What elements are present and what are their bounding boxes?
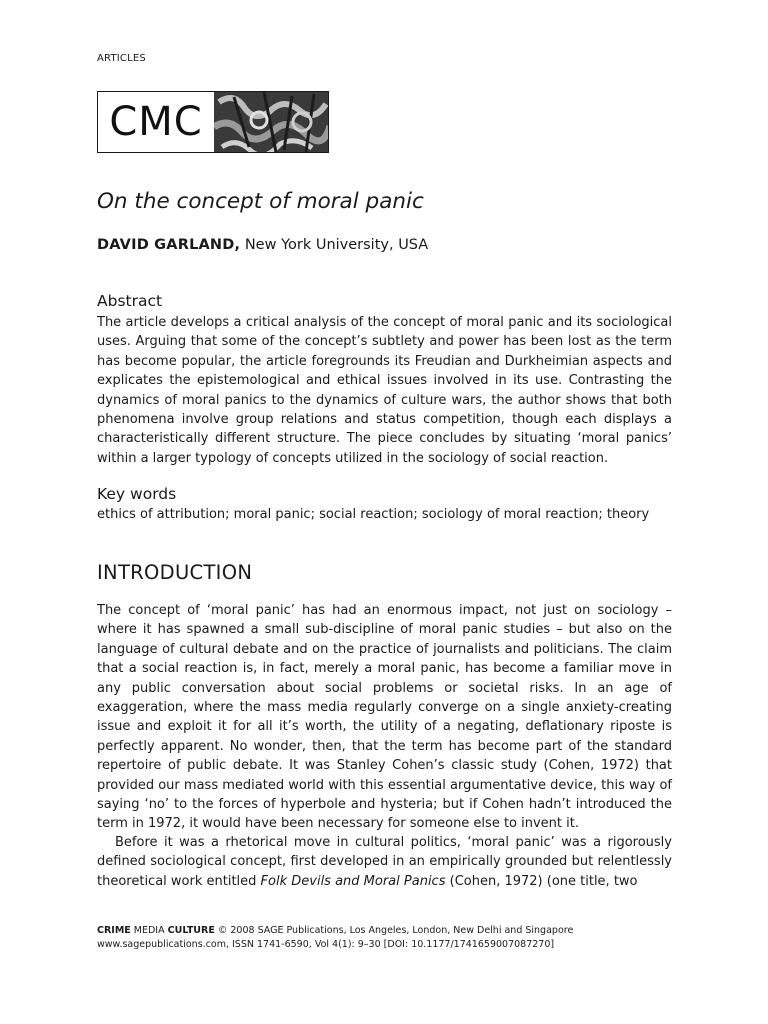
journal-name-media: MEDIA <box>133 925 165 936</box>
abstract-body: The article develops a critical analysis of the concept of moral panic and its sociological uses. Arguing that some of the concept’s subtlety and power has been lost as the term has become popular, the article foregrounds its Freudian and Durkheimian aspects and explicates the epistemological and ethical issues involved in its use. Contrasting the dynamics of moral panics to the dynamics of culture wars, the author shows that both phenomena involve group relations and status competition, though each displays a characteristically different structure. The piece concludes by situating ‘moral panics’ within a larger typology of concepts utilized in the sociology of social reaction. <box>97 315 672 466</box>
footer-line-1 <box>97 924 573 938</box>
abstract-heading: Abstract <box>97 292 163 310</box>
book-title: Folk Devils and Moral Panics <box>260 873 446 889</box>
keywords-heading: Key words <box>97 485 177 503</box>
copyright-text: © 2008 SAGE Publications, Los Angeles, London, New Delhi and Singapore <box>217 925 574 936</box>
introduction-paragraph-1: The concept of ‘moral panic’ has had an enormous impact, not just on sociology – where it has spawned a small sub-discipline of moral panic studies – but also on the language of cultural debate and on the practice of journalists and politicians. The claim that a social reaction is, in fact, merely a moral panic, has become a familiar move in any public conversation about social problems or societal risks. In an age of exaggeration, where the mass media regularly converge on a single anxiety-creating issue and exploit it for all it’s worth, the utility of a negating, deflationary riposte is perfectly apparent. No wonder, then, that the term has become part of the standard repertoire of public debate. It was Stanley Cohen’s classic study (Cohen, 1972) that provided our mass mediated world with this essential argumentative device, this way of saying ‘no’ to the forces of hyperbole and hysteria; but if Cohen hadn’t introduced the term in 1972, it would have been necessary for someone else to invent it. <box>97 603 672 832</box>
journal-footer <box>97 924 573 951</box>
footer-line-2: www.sagepublications.com, ISSN 1741-6590, Vol 4(1): 9–30 [DOI: 10.1177/1741659007087270] <box>97 938 555 950</box>
introduction-paragraph-2 <box>97 833 672 891</box>
section-label: ARTICLES <box>97 53 146 64</box>
journal-name-crime: CRIME <box>97 925 131 936</box>
article-title: On the concept of moral panic <box>97 189 424 214</box>
keywords-body: ethics of attribution; moral panic; social reaction; sociology of moral reaction; theory <box>97 507 650 522</box>
author-line <box>97 237 428 253</box>
author-affiliation: New York University, USA <box>244 237 429 253</box>
introduction-heading: INTRODUCTION <box>97 561 253 584</box>
journal-name-culture: CULTURE <box>167 925 215 936</box>
logo-text: CMC <box>109 99 203 145</box>
author-name: DAVID GARLAND, <box>97 237 241 253</box>
p2-text-start: Before it was a rhetorical move in cultural politics, ‘moral panic’ was a rigorously defined sociological concept, first developed in an empirically grounded but relentlessly theoretical work entitled <box>97 835 672 889</box>
p2-text-end: (Cohen, 1972) (one title, two <box>445 873 638 889</box>
logo-artwork-icon <box>214 92 328 152</box>
journal-logo <box>97 91 329 153</box>
